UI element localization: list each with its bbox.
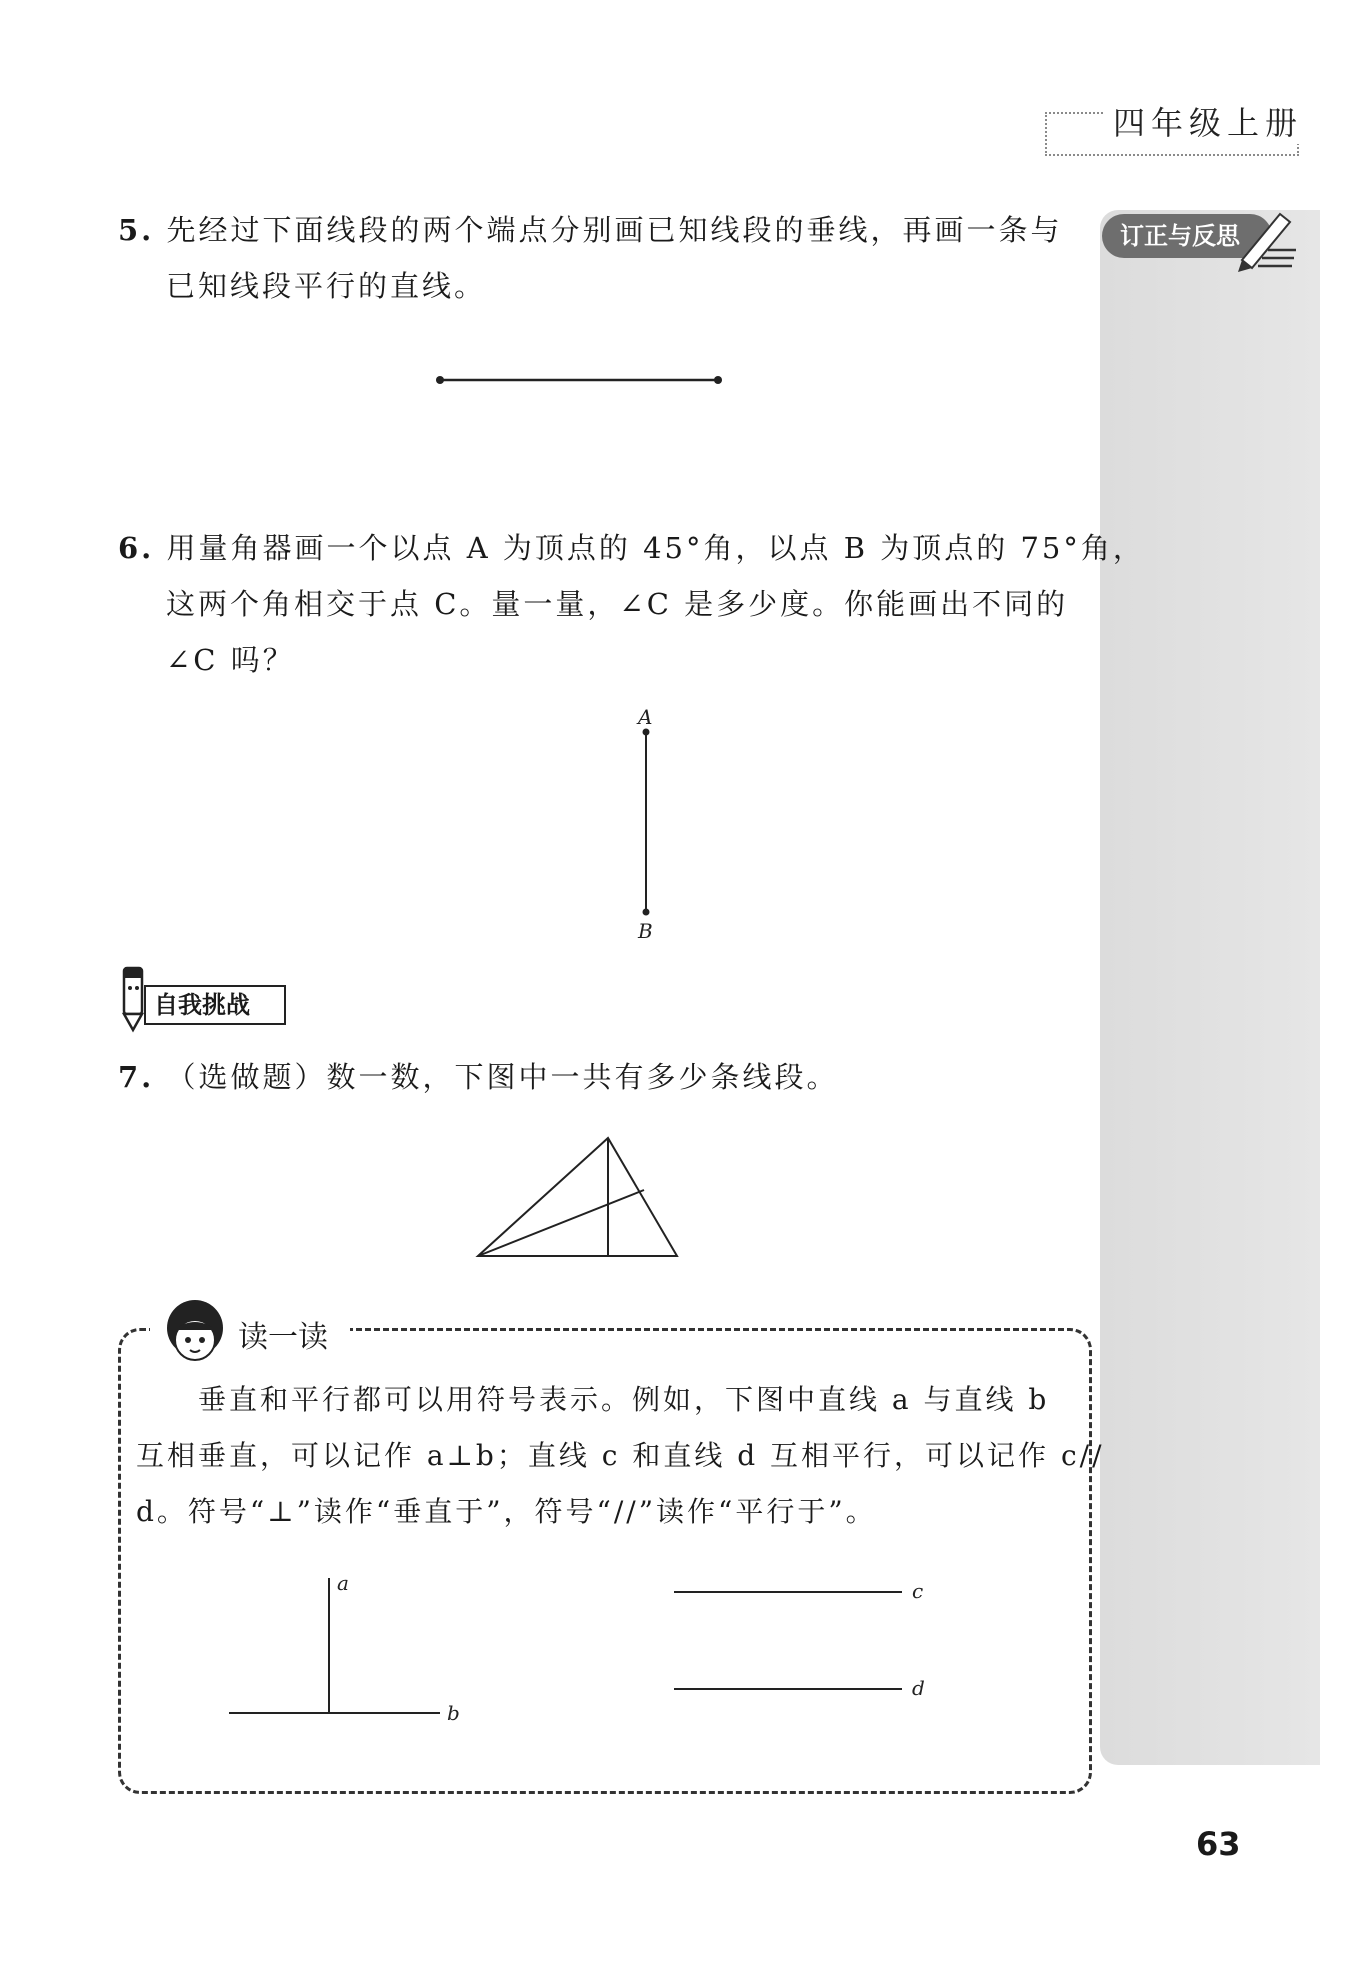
q6-text-1: 用量角器画一个以点 A 为顶点的 45°角，以点 B 为顶点的 75°角， bbox=[166, 531, 1145, 565]
q7-text: （选做题）数一数，下图中一共有多少条线段。 bbox=[166, 1060, 839, 1094]
q6-label-a: A bbox=[638, 705, 653, 729]
reflection-tag: 订正与反思 bbox=[1102, 214, 1272, 258]
label-d: d bbox=[912, 1676, 925, 1700]
read-text-3: d。符号“⊥”读作“垂直于”，符号“//”读作“平行于”。 bbox=[136, 1495, 877, 1528]
read-text-2: 互相垂直，可以记作 a⊥b；直线 c 和直线 d 互相平行，可以记作 c// bbox=[136, 1439, 1105, 1472]
q7-number: 7. bbox=[118, 1060, 155, 1094]
challenge-header: 自我挑战 bbox=[144, 985, 286, 1025]
page-number: 63 bbox=[1196, 1825, 1241, 1863]
q6-number: 6. bbox=[118, 531, 155, 565]
read-title: 读一读 bbox=[238, 1320, 328, 1355]
q5-text-2: 已知线段平行的直线。 bbox=[166, 269, 487, 303]
grade-label: 四年级上册 bbox=[1105, 98, 1311, 144]
q6-text-2: 这两个角相交于点 C。量一量，∠C 是多少度。你能画出不同的 bbox=[166, 587, 1069, 621]
label-a: a bbox=[337, 1571, 349, 1595]
q5-text-1: 先经过下面线段的两个端点分别画已知线段的垂线，再画一条与 bbox=[166, 213, 1063, 247]
label-b: b bbox=[447, 1701, 460, 1725]
q6-label-b: B bbox=[638, 919, 653, 943]
read-text-1: 垂直和平行都可以用符号表示。例如，下图中直线 a 与直线 b bbox=[198, 1383, 1050, 1416]
q6-text-3: ∠C 吗？ bbox=[166, 643, 295, 677]
q5-number: 5. bbox=[118, 213, 155, 247]
label-c: c bbox=[912, 1579, 924, 1603]
